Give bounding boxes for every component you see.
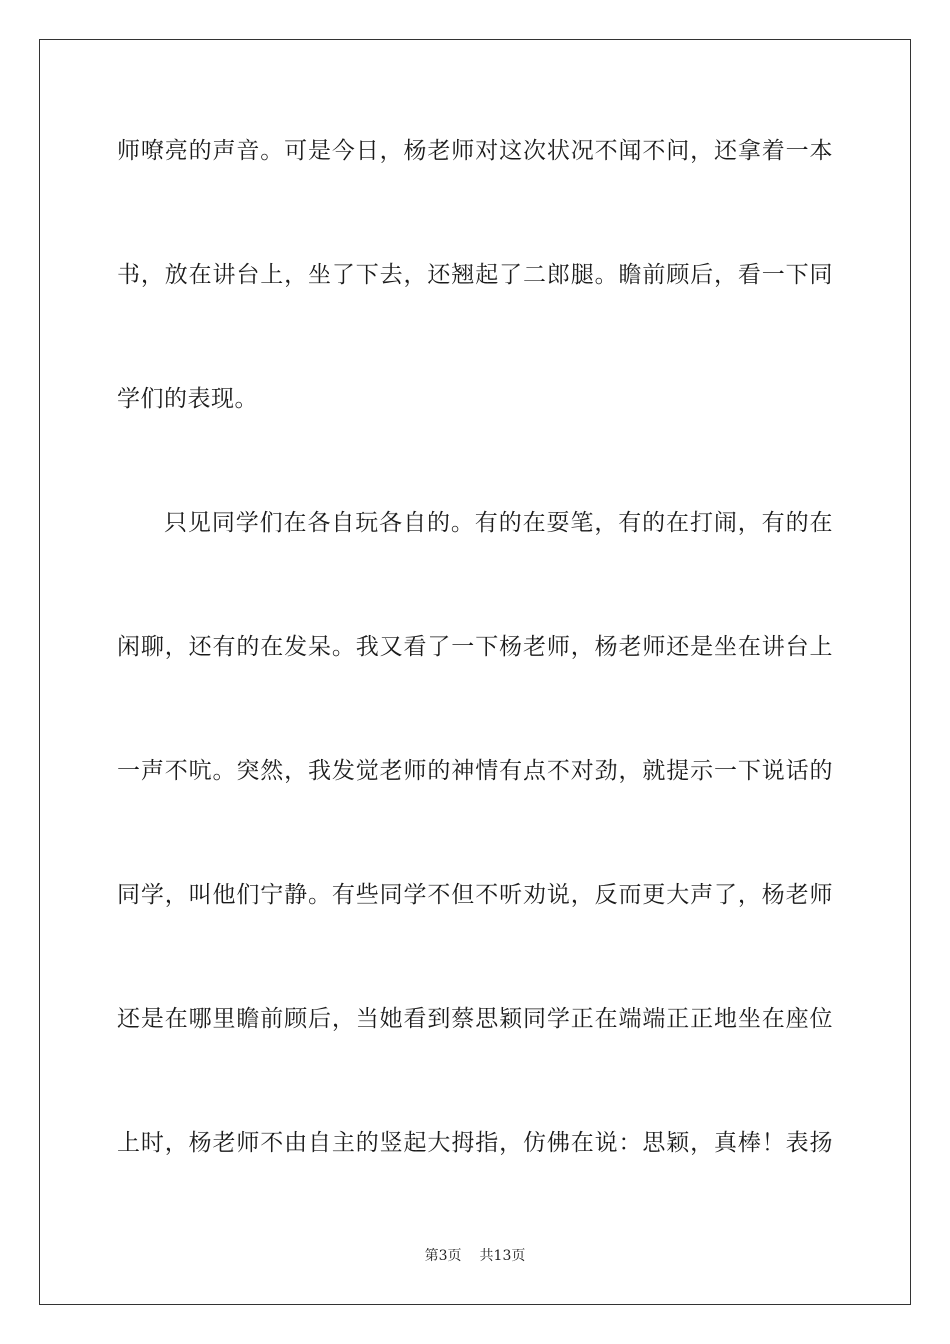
page-number: 第3页 — [424, 1248, 462, 1264]
body-text-line: 学们的表现。 — [117, 386, 258, 412]
body-text-line: 只见同学们在各自玩各自的。有的在耍笔，有的在打闹，有的在 — [164, 510, 833, 536]
page-footer — [0, 1247, 950, 1265]
page-total: 共13页 — [479, 1248, 526, 1264]
body-text-line: 师嘹亮的声音。可是今日，杨老师对这次状况不闻不问，还拿着一本 — [117, 138, 833, 164]
body-text-line: 书，放在讲台上，坐了下去，还翘起了二郎腿。瞻前顾后，看一下同 — [117, 262, 833, 288]
body-text-line: 一声不吭。突然，我发觉老师的神情有点不对劲，就提示一下说话的 — [117, 758, 833, 784]
body-text-line: 同学，叫他们宁静。有些同学不但不听劝说，反而更大声了，杨老师 — [117, 882, 833, 908]
body-text-line: 上时，杨老师不由自主的竖起大拇指，仿佛在说：思颖，真棒！表扬 — [117, 1130, 833, 1156]
body-text-line: 闲聊，还有的在发呆。我又看了一下杨老师，杨老师还是坐在讲台上 — [117, 634, 833, 660]
body-text-line: 还是在哪里瞻前顾后，当她看到蔡思颖同学正在端端正正地坐在座位 — [117, 1006, 833, 1032]
page-border — [39, 39, 911, 1305]
